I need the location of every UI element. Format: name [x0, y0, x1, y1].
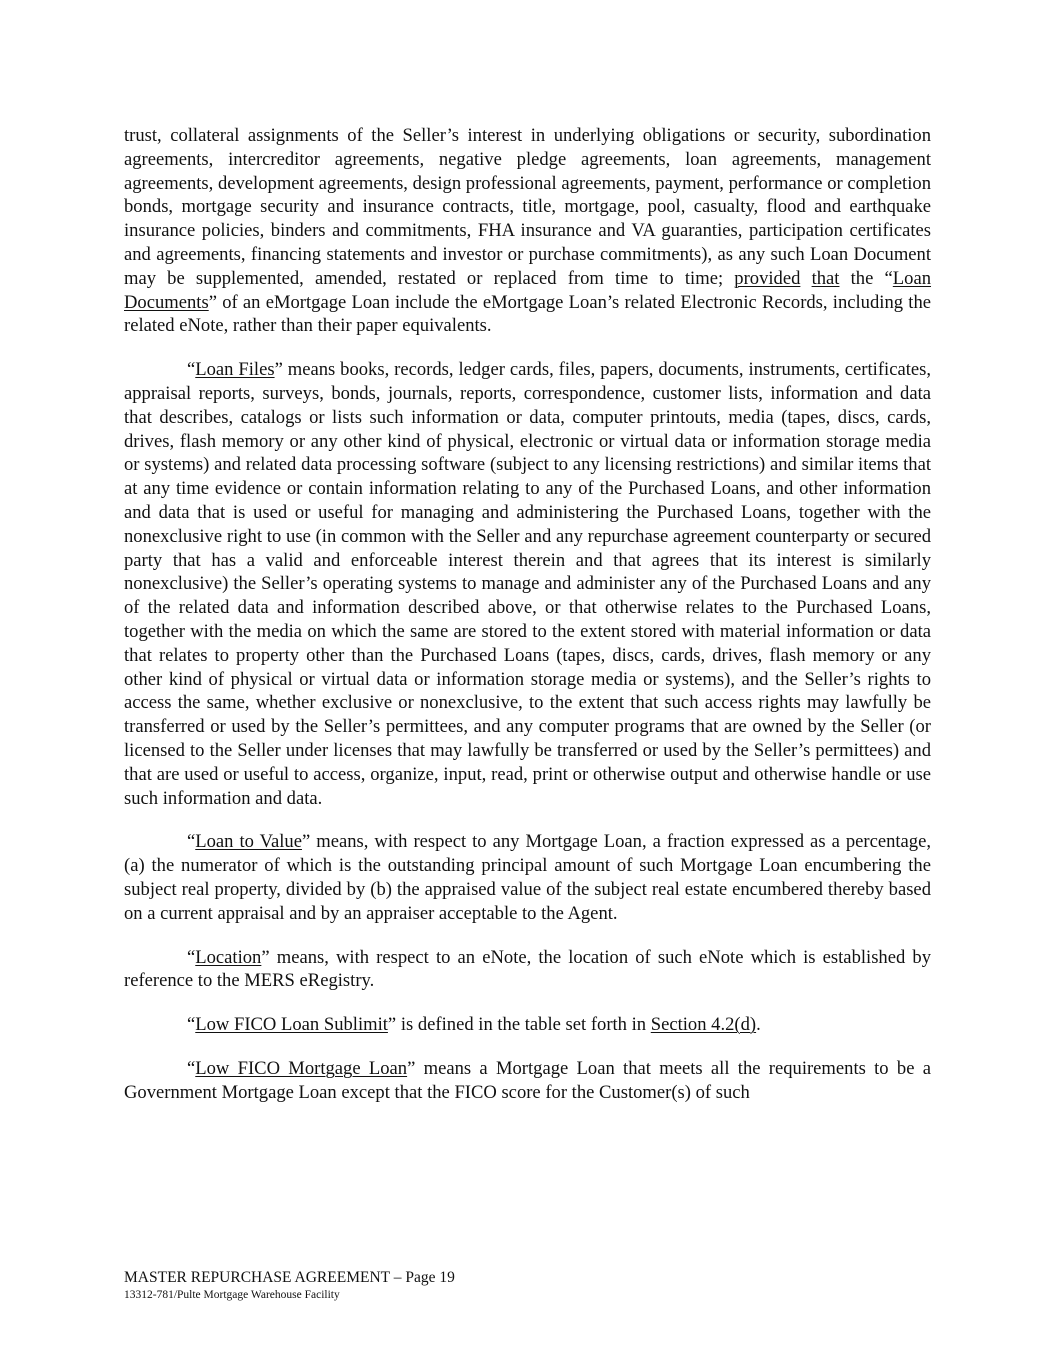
definition-loan-files [124, 358, 931, 810]
period: . [756, 1014, 761, 1036]
defined-term-location: Location [195, 946, 262, 968]
defined-term-loan-files: Loan Files [195, 359, 275, 381]
open-quote: “ [187, 1014, 196, 1036]
open-quote: “ [187, 831, 196, 853]
defined-term-loan-to-value: Loan to Value [195, 831, 302, 853]
definition-loan-to-value [124, 830, 931, 925]
text-segment: trust, collateral assignments of the Seller’s interest in underlying obligations or security, subordination agreements, intercreditor agreements, negative pledge agreements, loan agreements, management agreements, development agreements, design professional agreements, payment, performance or completion bonds, mortgage security and insurance contracts, title, mortgage, pool, casualty, flood and earthquake insurance policies, binders and commitments, FHA insurance and VA guaranties, participation certificates and agreements, financing statements and investor or purchase commitments), as any such Loan Document may be supplemented, amended, restated or replaced from time to time; [124, 125, 931, 289]
provided-term: provided [734, 267, 801, 289]
footer-title: MASTER REPURCHASE AGREEMENT – Page 19 [124, 1269, 455, 1286]
defined-term-low-fico-mortgage-loan: Low FICO Mortgage Loan [195, 1057, 408, 1079]
definition-text: ” means, with respect to an eNote, the location of such eNote which is established by reference to the MERS eRegistry. [124, 946, 931, 992]
text-segment: ” of an eMortgage Loan include the eMortgage Loan’s related Electronic Records, including the related eNote, rather than their paper equivalents. [124, 291, 931, 337]
definition-text: ” means a Mortgage Loan that meets all the requirements to be a Government Mortgage Loan except that the FICO score for the Customer(s) of such [124, 1057, 931, 1103]
footer-reference: 13312-781/Pulte Mortgage Warehouse Facility [124, 1289, 340, 1301]
definition-low-fico-loan-sublimit [124, 1013, 931, 1037]
text-segment [800, 268, 811, 289]
definition-text: ” means, with respect to any Mortgage Loan, a fraction expressed as a percentage, (a) the numerator of which is the outstanding principal amount of such Mortgage Loan encumbering the subject real property, divided by (b) the appraised value of the subject real estate encumbered thereby based on a current appraisal and by an appraiser acceptable to the Agent. [124, 831, 931, 924]
open-quote: “ [187, 946, 196, 968]
definition-text: ” means books, records, ledger cards, files, papers, documents, instruments, certificates, appraisal reports, surveys, bonds, journals, reports, correspondence, customer lists, information and data that describes, catalogs or lists such information or data, computer printouts, media (tapes, discs, cards, drives, flash memory or any other kind of physical, electronic or virtual data or information storage media or systems) and related data processing software (subject to any licensing restrictions) and similar items that at any time evidence or contain information relating to any of the Purchased Loans, and other information and data that is used or useful for managing and administering the Purchased Loans, together with the nonexclusive right to use (in common with the Seller and any repurchase agreement counterparty or secured party that has a valid and enforceable interest therein and that agrees that its interest is similarly nonexclusive) the Seller’s operating systems to manage and administer any of the Purchased Loans and any of the related data and information described above, or that otherwise relates to the Purchased Loans, together with the media on which the same are stored to the extent stored with material information or data that relates to property other than the Purchased Loans (tapes, discs, cards, drives, flash memory or any other kind of physical or virtual data or information storage media or systems), and the Seller’s rights to access the same, whether exclusive or nonexclusive, to the extent that such access rights may lawfully be transferred or used by the Seller’s permittees, and any computer programs that are owned by the Seller (or licensed to the Seller under licenses that may lawfully be transferred or used by the Seller’s permittees) and that are used or useful to access, organize, input, read, print or otherwise output and otherwise handle or use such information and data. [124, 359, 932, 809]
open-quote: “ [187, 359, 196, 381]
paragraph-loan-documents-continued [124, 124, 931, 338]
defined-term-loan-documents: Loan Documents [124, 267, 932, 313]
document-body [124, 124, 931, 1124]
page-footer [124, 1268, 455, 1302]
defined-term-low-fico-loan-sublimit: Low FICO Loan Sublimit [195, 1014, 388, 1036]
that-term: that [811, 267, 840, 289]
definition-low-fico-mortgage-loan [124, 1057, 931, 1105]
definition-location [124, 946, 931, 994]
open-quote: “ [187, 1057, 196, 1079]
section-reference: Section 4.2(d) [650, 1014, 757, 1036]
text-segment: the “ [839, 267, 893, 289]
definition-text: ” is defined in the table set forth in [387, 1014, 651, 1036]
